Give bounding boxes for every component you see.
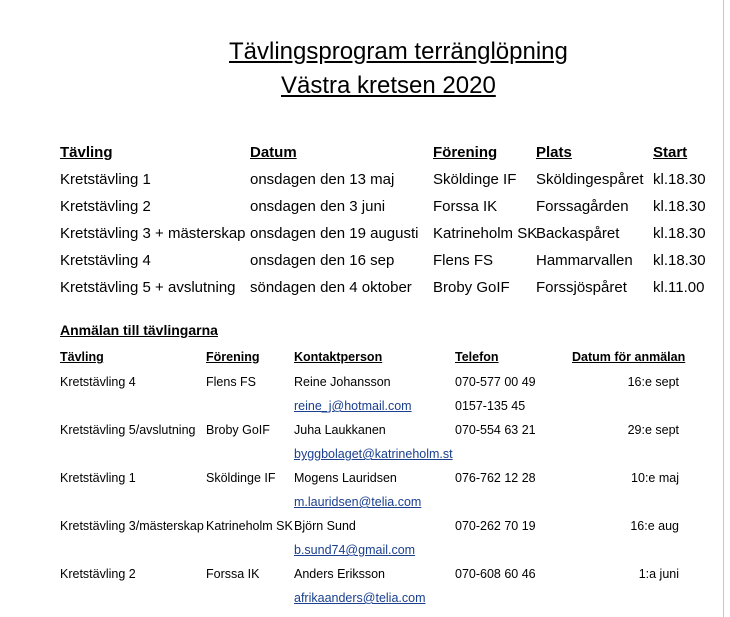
registration-deadline: 10:e maj xyxy=(631,471,679,485)
program-race-start: kl.11.00 xyxy=(653,279,705,296)
program-race-name: Kretstävling 2 xyxy=(60,198,151,215)
program-header-start: Start xyxy=(653,144,688,161)
program-race-club: Katrineholm SK xyxy=(433,225,538,242)
registration-race: Kretstävling 2 xyxy=(60,567,136,581)
program-race-place: Forssjöspåret xyxy=(536,279,627,296)
program-header-club: Förening xyxy=(433,144,498,161)
program-race-start: kl.18.30 xyxy=(653,198,706,215)
program-race-date: söndagen den 4 oktober xyxy=(250,279,412,296)
registration-phone-secondary: 0157-135 45 xyxy=(455,399,526,413)
registration-email-link[interactable]: afrikaanders@telia.com xyxy=(294,591,426,605)
registration-header-club: Förening xyxy=(206,350,260,364)
registration-contact: Björn Sund xyxy=(294,519,356,533)
registration-email-link[interactable]: reine_j@hotmail.com xyxy=(294,399,412,413)
registration-heading: Anmälan till tävlingarna xyxy=(60,322,218,338)
registration-phone: 070-554 63 21 xyxy=(455,423,536,437)
program-race-date: onsdagen den 3 juni xyxy=(250,198,386,215)
registration-race: Kretstävling 3/mästerskap xyxy=(60,519,204,533)
program-race-club: Sköldinge IF xyxy=(433,171,517,188)
program-race-date: onsdagen den 19 augusti xyxy=(250,225,419,242)
registration-club: Flens FS xyxy=(206,375,257,389)
registration-deadline: 1:a juni xyxy=(638,567,679,581)
registration-contact: Mogens Lauridsen xyxy=(294,471,397,485)
program-race-club: Forssa IK xyxy=(433,198,498,215)
program-race-name: Kretstävling 3 + mästerskap xyxy=(60,225,246,242)
program-race-name: Kretstävling 5 + avslutning xyxy=(60,279,236,296)
program-race-club: Broby GoIF xyxy=(433,279,510,296)
registration-phone: 070-608 60 46 xyxy=(455,567,536,581)
page-title: Tävlingsprogram terränglöpning xyxy=(229,38,568,65)
registration-deadline: 16:e aug xyxy=(630,519,679,533)
registration-race: Kretstävling 5/avslutning xyxy=(60,423,196,437)
registration-club: Sköldinge IF xyxy=(206,471,276,485)
registration-deadline: 29:e sept xyxy=(627,423,679,437)
program-race-name: Kretstävling 4 xyxy=(60,252,151,269)
registration-header-deadline: Datum för anmälan xyxy=(572,350,686,364)
registration-phone: 070-577 00 49 xyxy=(455,375,536,389)
program-race-date: onsdagen den 13 maj xyxy=(250,171,395,188)
registration-phone: 070-262 70 19 xyxy=(455,519,536,533)
program-header-place: Plats xyxy=(536,144,572,161)
registration-email-link[interactable]: byggbolaget@katrineholm.st xyxy=(294,447,453,461)
program-race-name: Kretstävling 1 xyxy=(60,171,151,188)
program-race-place: Hammarvallen xyxy=(536,252,633,269)
registration-race: Kretstävling 4 xyxy=(60,375,136,389)
registration-club: Forssa IK xyxy=(206,567,260,581)
registration-race: Kretstävling 1 xyxy=(60,471,136,485)
program-header-date: Datum xyxy=(250,144,297,161)
program-race-place: Sköldingespåret xyxy=(536,171,644,188)
program-race-place: Backaspåret xyxy=(536,225,620,242)
registration-contact: Juha Laukkanen xyxy=(294,423,386,437)
registration-club: Broby GoIF xyxy=(206,423,270,437)
program-race-start: kl.18.30 xyxy=(653,171,706,188)
registration-email-link[interactable]: b.sund74@gmail.com xyxy=(294,543,416,557)
program-race-place: Forssagården xyxy=(536,198,629,215)
program-race-start: kl.18.30 xyxy=(653,225,706,242)
registration-header-contact: Kontaktperson xyxy=(294,350,383,364)
registration-email-link[interactable]: m.lauridsen@telia.com xyxy=(294,495,422,509)
registration-header-race: Tävling xyxy=(60,350,104,364)
registration-club: Katrineholm SK xyxy=(206,519,293,533)
registration-contact: Reine Johansson xyxy=(294,375,391,389)
registration-header-phone: Telefon xyxy=(455,350,499,364)
program-header-race: Tävling xyxy=(60,144,113,161)
program-race-start: kl.18.30 xyxy=(653,252,706,269)
program-race-club: Flens FS xyxy=(433,252,494,269)
page-subtitle: Västra kretsen 2020 xyxy=(281,72,496,99)
registration-contact: Anders Eriksson xyxy=(294,567,386,581)
page-edge-divider xyxy=(723,0,724,617)
registration-deadline: 16:e sept xyxy=(627,375,679,389)
program-race-date: onsdagen den 16 sep xyxy=(250,252,395,269)
registration-phone: 076-762 12 28 xyxy=(455,471,536,485)
